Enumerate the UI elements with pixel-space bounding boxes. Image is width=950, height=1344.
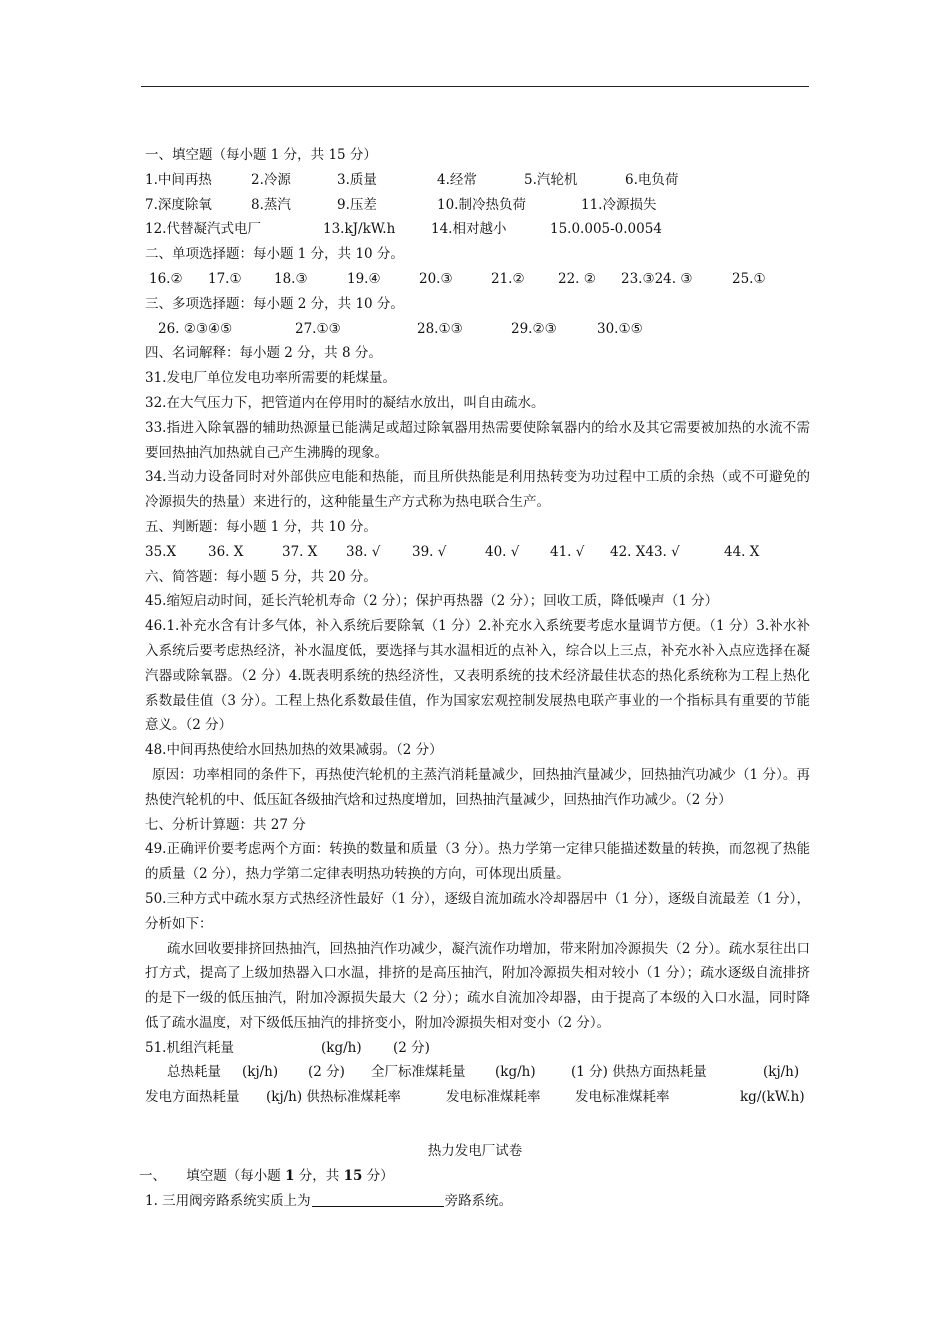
answer-37: 37. X xyxy=(282,543,318,560)
a51-power-coal-rate-2: 发电标准煤耗率 xyxy=(575,1089,670,1106)
score-each: 1 xyxy=(285,1168,295,1184)
answer-5: 5.汽轮机 xyxy=(524,171,578,188)
exam-title: 热力发电厂试卷 xyxy=(427,1143,523,1159)
fill-answers-row-3 xyxy=(145,217,810,242)
answer-51-line-2 xyxy=(145,1060,810,1085)
answer-40: 40. √ xyxy=(485,543,520,560)
answer-38: 38. √ xyxy=(346,543,381,560)
section-text-a: 填空题（每小题 xyxy=(186,1168,281,1184)
answer-7: 7.深度除氧 xyxy=(145,196,212,213)
answer-27: 27.①③ xyxy=(295,320,341,337)
answer-35: 35.X xyxy=(145,543,177,560)
answer-31: 31.发电厂单位发电功率所需要的耗煤量。 xyxy=(145,370,396,387)
answer-51-line-1 xyxy=(145,1036,810,1061)
answer-10: 10.制冷热负荷 xyxy=(437,196,526,213)
section-heading-single-choice: 二、单项选择题：每小题 1 分，共 10 分。 xyxy=(145,246,404,263)
question-1-suffix: 旁路系统。 xyxy=(444,1192,513,1209)
a51-unit-3: (kg/h) xyxy=(495,1064,536,1081)
answer-6: 6.电负荷 xyxy=(625,171,679,188)
single-choice-answers xyxy=(145,267,810,292)
answer-45: 45.缩短启动时间，延长汽轮机寿命（2 分）；保护再热器（2 分）；回收工质，降低噪声（1 分） xyxy=(145,593,719,610)
a51-power-heat: 发电方面热耗量 xyxy=(145,1089,240,1106)
answer-19: 19.④ xyxy=(347,270,381,287)
section-heading-multi-choice: 三、多项选择题：每小题 2 分，共 10 分。 xyxy=(145,295,404,312)
answer-33: 33.指进入除氧器的辅助热源量已能满足或超过除氧器用热需要使除氧器内的给水及其它需要被加热的水流不需要回热抽汽加热就自己产生沸腾的现象。 xyxy=(145,419,810,461)
a51-heat-coal-rate: (kj/h) 供热标准煤耗率 xyxy=(266,1089,401,1106)
answer-50-detail: 疏水回收要排挤回热抽汽，回热抽汽作功减少，凝汽流作功增加，带来附加冷源损失（2 分）。疏水泵往出口打方式，提高了上级加热器入口水温，排挤的是高压抽汽，附加冷源损失相对较小（1 分）；疏水逐级自流排挤的是下一级的低压抽汽，附加冷源损失最大（2 分）；疏水自流加冷却器，由于提高了本级的入口水温，同时降低了疏水温度，对下级低压抽汽的排挤变小，附加冷源损失相对变小（2 分）。 xyxy=(145,940,810,1031)
answer-44: 44. X xyxy=(724,543,760,560)
answer-21: 21.② xyxy=(491,270,525,287)
answer-51-line-3 xyxy=(145,1085,810,1110)
answer-16: 16.② xyxy=(149,270,183,287)
answer-15: 15.0.005-0.0054 xyxy=(550,221,662,238)
top-rule xyxy=(141,86,809,87)
answer-2: 2.冷源 xyxy=(251,171,291,188)
answer-3: 3.质量 xyxy=(337,171,377,188)
a51-unit-1: (kg/h) xyxy=(321,1039,362,1056)
answer-25: 25.① xyxy=(732,270,766,287)
answer-8: 8.蒸汽 xyxy=(251,196,291,213)
answer-32: 32.在大气压力下，把管道内在停用时的凝结水放出，叫自由疏水。 xyxy=(145,394,545,411)
multi-choice-answers xyxy=(145,317,810,342)
section-heading-fill: 一、填空题（每小题 1 分，共 15 分） xyxy=(145,147,377,163)
a51-total-heat: 总热耗量 xyxy=(167,1064,221,1081)
answer-28: 28.①③ xyxy=(417,320,463,337)
answer-18: 18.③ xyxy=(274,270,308,287)
answer-49: 49.正确评价要考虑两个方面：转换的数量和质量（3 分）。热力学第一定律只能描述数量的转换，而忽视了热能的质量（2 分），热力学第二定律表明热功转换的方向，可体现出质量。 xyxy=(145,841,810,883)
section-heading-analysis: 七、分析计算题：共 27 分 xyxy=(145,816,306,833)
a51-heat-supply: (1 分) 供热方面热耗量 xyxy=(571,1064,707,1081)
answer-22: 22. ② xyxy=(558,270,596,287)
answer-key xyxy=(145,143,810,1110)
score-total: 15 xyxy=(343,1168,363,1184)
question-1 xyxy=(145,1189,810,1214)
answer-50: 50.三种方式中疏水泵方式热经济性最好（1 分），逐级自流加疏水冷却器居中（1 分），逐级自流最差（1 分），分析如下： xyxy=(145,890,810,932)
answer-48: 48.中间再热使给水回热加热的效果减弱。（2 分） xyxy=(145,742,443,759)
answer-4: 4.经常 xyxy=(437,171,477,188)
answer-11: 11.冷源损失 xyxy=(581,196,657,213)
section-heading-definitions: 四、名词解释：每小题 2 分，共 8 分。 xyxy=(145,345,382,362)
fill-answers-row-2 xyxy=(145,193,810,218)
section-heading-short-answer: 六、简答题：每小题 5 分，共 20 分。 xyxy=(145,568,377,585)
answer-29: 29.②③ xyxy=(511,320,557,337)
answer-23-24: 23.③24. ③ xyxy=(621,270,693,287)
exam-section-1 xyxy=(139,1164,810,1214)
section-text-b: 分，共 xyxy=(298,1168,340,1184)
a51-unit-4: (kj/h) xyxy=(763,1064,800,1081)
answer-34: 34.当动力设备同时对外部供应电能和热能，而且所供热能是利用热转变为功过程中工质的余热（或不可避免的冷源损失的热量）来进行的，这种能量生产方式称为热电联合生产。 xyxy=(145,469,810,511)
answer-46: 46.1.补充水含有计多气体，补入系统后要除氧（1 分）2.补充水入系统要考虑水量调节方便。（1 分）3.补水补入系统后要考虑热经济，补水温度低，要选择与其水温相近的点补入，综合以上三点，补充水补入点应选择在凝汽器或除氧器。（2 分）4.既表明系统的热经济性，又表明系统的技术经济最佳状态的热化系统称为工程上热化系数最佳值（3 分）。工程上热化系数最佳值，作为国家宏观控制发展热电联产事业的一个指标具有重要的节能意义。（2 分） xyxy=(145,618,810,734)
answer-14: 14.相对越小 xyxy=(431,221,507,238)
answer-12: 12.代替凝汽式电厂 xyxy=(145,221,261,238)
section-number: 一、 xyxy=(139,1168,166,1184)
a51-steam-consumption: 51.机组汽耗量 xyxy=(145,1039,234,1056)
answer-9: 9.压差 xyxy=(337,196,377,213)
fill-answers-row-1 xyxy=(145,168,810,193)
answer-blank xyxy=(312,1191,444,1207)
answer-42-43: 42. X43. √ xyxy=(610,543,680,560)
a51-unit-5: kg/(kW.h) xyxy=(740,1089,805,1106)
a51-unit-2: (kj/h) xyxy=(242,1064,279,1081)
answer-30: 30.①⑤ xyxy=(597,320,643,337)
a51-plant-coal: 全厂标准煤耗量 xyxy=(371,1064,466,1081)
exam-section-1-heading xyxy=(139,1164,810,1189)
answer-20: 20.③ xyxy=(419,270,453,287)
answer-39: 39. √ xyxy=(412,543,447,560)
a51-score-1: (2 分) xyxy=(393,1039,430,1056)
answer-1: 1.中间再热 xyxy=(145,171,212,188)
section-heading-true-false: 五、判断题：每小题 1 分，共 10 分。 xyxy=(145,518,377,535)
answer-48-reason: 原因：功率相同的条件下，再热使汽轮机的主蒸汽消耗量减少，回热抽汽量减少，回热抽汽功减少（1 分）。再热使汽轮机的中、低压缸各级抽汽焓和过热度增加，回热抽汽量减少，回热抽汽作功减少。（2 分） xyxy=(145,766,810,808)
a51-power-coal-rate-1: 发电标准煤耗率 xyxy=(446,1089,541,1106)
answer-17: 17.① xyxy=(208,270,242,287)
answer-36: 36. X xyxy=(208,543,244,560)
a51-score-2: (2 分) xyxy=(308,1064,345,1081)
answer-41: 41. √ xyxy=(550,543,585,560)
answer-26: 26. ②③④⑤ xyxy=(158,320,233,337)
question-1-prefix: 1. 三用阀旁路系统实质上为 xyxy=(145,1192,311,1209)
true-false-answers xyxy=(145,540,810,565)
section-text-c: 分） xyxy=(366,1168,394,1184)
answer-13: 13.kJ/kW.h xyxy=(323,221,396,238)
